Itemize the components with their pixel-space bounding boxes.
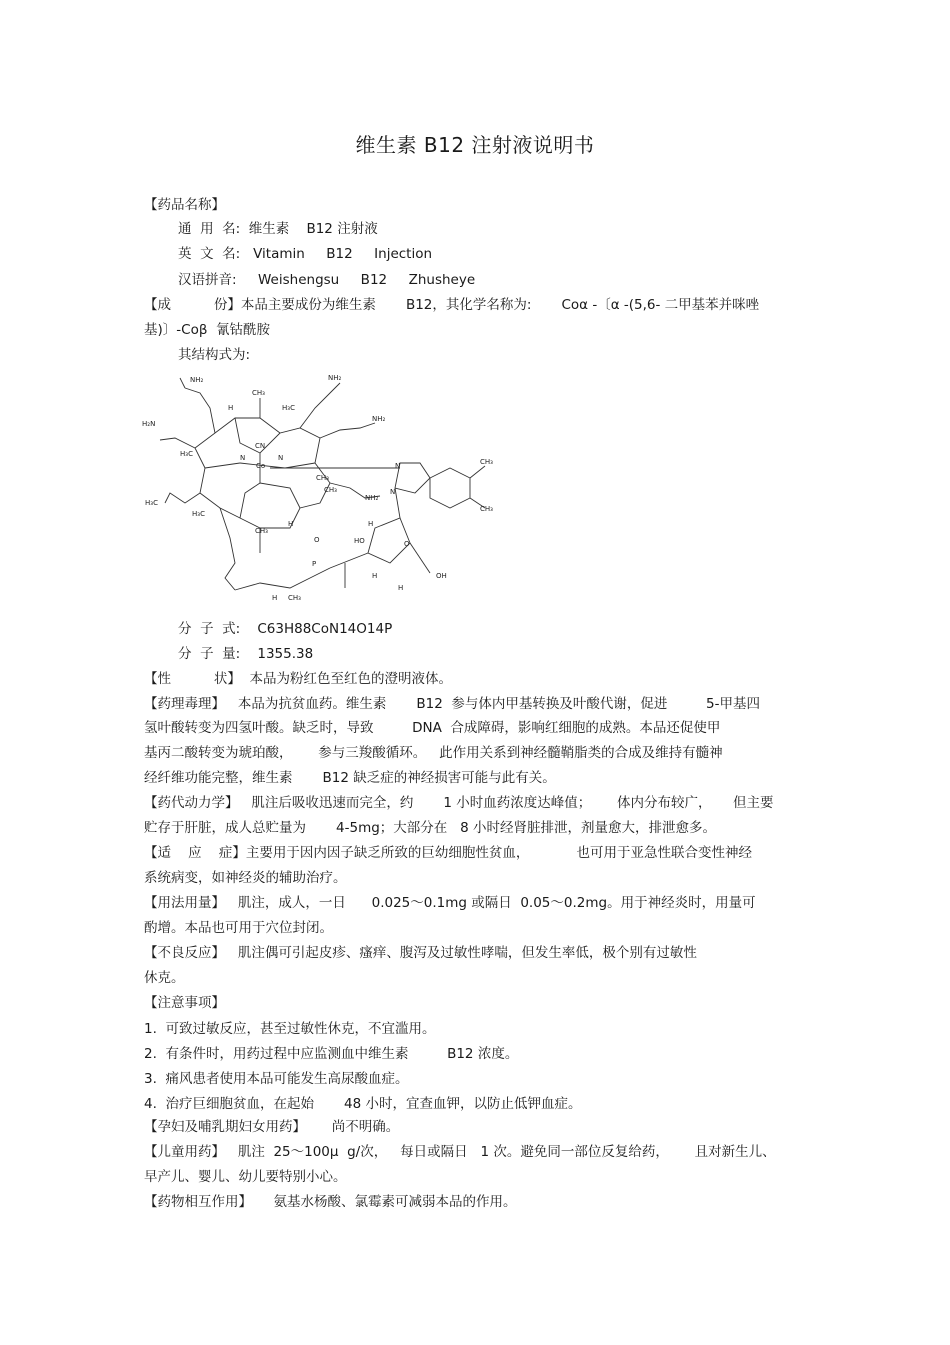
pharmacokinetics-line: 【药代动力学】 肌注后吸收迅速而完全，约 1 小时血药浓度达峰值； 体内分布较广， 但主要	[144, 795, 774, 811]
generic-name: 通 用 名: 维生素 B12 注射液	[178, 221, 378, 237]
label-cn: CN	[255, 442, 266, 450]
adverse-line: 【不良反应】 肌注偶可引起皮疹、瘙痒、腹泻及过敏性哮喘，但发生率低，极个别有过敏性	[144, 945, 697, 961]
label-p: P	[312, 560, 317, 568]
label-h: H	[368, 520, 374, 528]
label-ch3: CH₃	[480, 458, 493, 466]
structure-label: 其结构式为:	[178, 347, 251, 363]
precaution-item: 4. 治疗巨细胞贫血，在起始 48 小时，宜查血钾，以防止低钾血症。	[144, 1096, 582, 1112]
label-n: N	[240, 454, 246, 462]
label-h: H	[228, 404, 234, 412]
label-co: Co	[256, 462, 266, 470]
label-h3c: H₃C	[145, 499, 158, 507]
indications-line: 【适 应 症】主要用于因内因子缺乏所致的巨幼细胞性贫血， 也可用于亚急性联合变性神经	[144, 845, 753, 861]
pharmacology-line: 基丙二酸转变为琥珀酸， 参与三羧酸循环。 此作用关系到神经髓鞘脂类的合成及维持有髓神	[144, 745, 723, 761]
dosage-line: 【用法用量】 肌注，成人，一日 0.025～0.1mg 或隔日 0.05～0.2mg。用于神经炎时，用量可	[144, 895, 756, 911]
label-nh2: NH₂	[365, 494, 379, 502]
english-name: 英 文 名: Vitamin B12 Injection	[178, 246, 433, 262]
label-ho: HO	[354, 537, 365, 545]
label-h: H	[398, 584, 404, 592]
label-ch3: CH₃	[316, 474, 329, 482]
label-oh: OH	[436, 572, 447, 580]
interactions: 【药物相互作用】 氨基水杨酸、氯霉素可减弱本品的作用。	[144, 1194, 517, 1210]
section-drug-name-heading: 【药品名称】	[144, 197, 225, 213]
precaution-item: 2. 有条件时，用药过程中应监测血中维生素 B12 浓度。	[144, 1046, 519, 1062]
label-h: H	[372, 572, 378, 580]
label-h3c: H₃C	[192, 510, 205, 518]
pharmacology-line: 经纤维功能完整，维生素 B12 缺乏症的神经损害可能与此有关。	[144, 770, 556, 786]
label-h3c: H₃C	[282, 404, 295, 412]
label-o: O	[314, 536, 320, 544]
molecular-formula: 分 子 式: C63H88CoN14O14P	[178, 621, 393, 637]
adverse-line: 休克。	[144, 970, 185, 986]
document-title: 维生素 B12 注射液说明书	[355, 133, 595, 157]
label-o: O	[404, 540, 410, 548]
label-ch3: CH₃	[288, 594, 301, 602]
pharmacology-line: 【药理毒理】 本品为抗贫血药。维生素 B12 参与体内甲基转换及叶酸代谢，促进 5-甲基四	[144, 696, 761, 712]
indications-line: 系统病变，如神经炎的辅助治疗。	[144, 870, 347, 886]
precaution-item: 1. 可致过敏反应，甚至过敏性休克，不宜滥用。	[144, 1021, 436, 1037]
composition-line: 基)〕-Coβ 氰钴酰胺	[144, 322, 271, 338]
pharmacology-line: 氢叶酸转变为四氢叶酸。缺乏时，导致 DNA 合成障碍，影响红细胞的成熟。本品还促使甲	[144, 720, 721, 736]
label-h: H	[288, 520, 294, 528]
precaution-item: 3. 痛风患者使用本品可能发生高尿酸血症。	[144, 1071, 409, 1087]
chemical-structure	[140, 368, 500, 608]
label-h3c: H₃C	[180, 450, 193, 458]
label-nh2: NH₂	[190, 376, 204, 384]
label-h2n: H₂N	[142, 420, 156, 428]
pharmacokinetics-line: 贮存于肝脏，成人总贮量为 4-5mg；大部分在 8 小时经肾脏排泄，剂量愈大，排泄愈多。	[144, 820, 717, 836]
label-n: N	[278, 454, 284, 462]
label-ch3: CH₃	[255, 527, 268, 535]
children-line: 早产儿、婴儿、幼儿要特别小心。	[144, 1169, 347, 1185]
children-line: 【儿童用药】 肌注 25～100μ g/次， 每日或隔日 1 次。避免同一部位反复给药， 且对新生儿、	[144, 1144, 776, 1160]
label-ch3: CH₃	[324, 486, 337, 494]
label-n: N	[395, 462, 401, 470]
pregnancy: 【孕妇及哺乳期妇女用药】 尚不明确。	[144, 1119, 400, 1135]
molecular-weight: 分 子 量: 1355.38	[178, 646, 314, 662]
pinyin-name: 汉语拼音: Weishengsu B12 Zhusheye	[178, 272, 476, 288]
composition-line: 【成 份】本品主要成份为维生素 B12，其化学名称为: Coα -〔α -(5,6- 二甲基苯并咪唑	[144, 297, 760, 313]
character: 【性 状】 本品为粉红色至红色的澄明液体。	[144, 671, 452, 687]
label-nh2: NH₂	[328, 374, 342, 382]
label-h: H	[272, 594, 278, 602]
label-ch3: CH₃	[252, 389, 265, 397]
dosage-line: 酌增。本品也可用于穴位封闭。	[144, 920, 333, 936]
label-nh2: NH₂	[372, 415, 386, 423]
label-n: N	[390, 488, 396, 496]
precautions-heading: 【注意事项】	[144, 995, 225, 1011]
label-ch3: CH₃	[480, 505, 493, 513]
